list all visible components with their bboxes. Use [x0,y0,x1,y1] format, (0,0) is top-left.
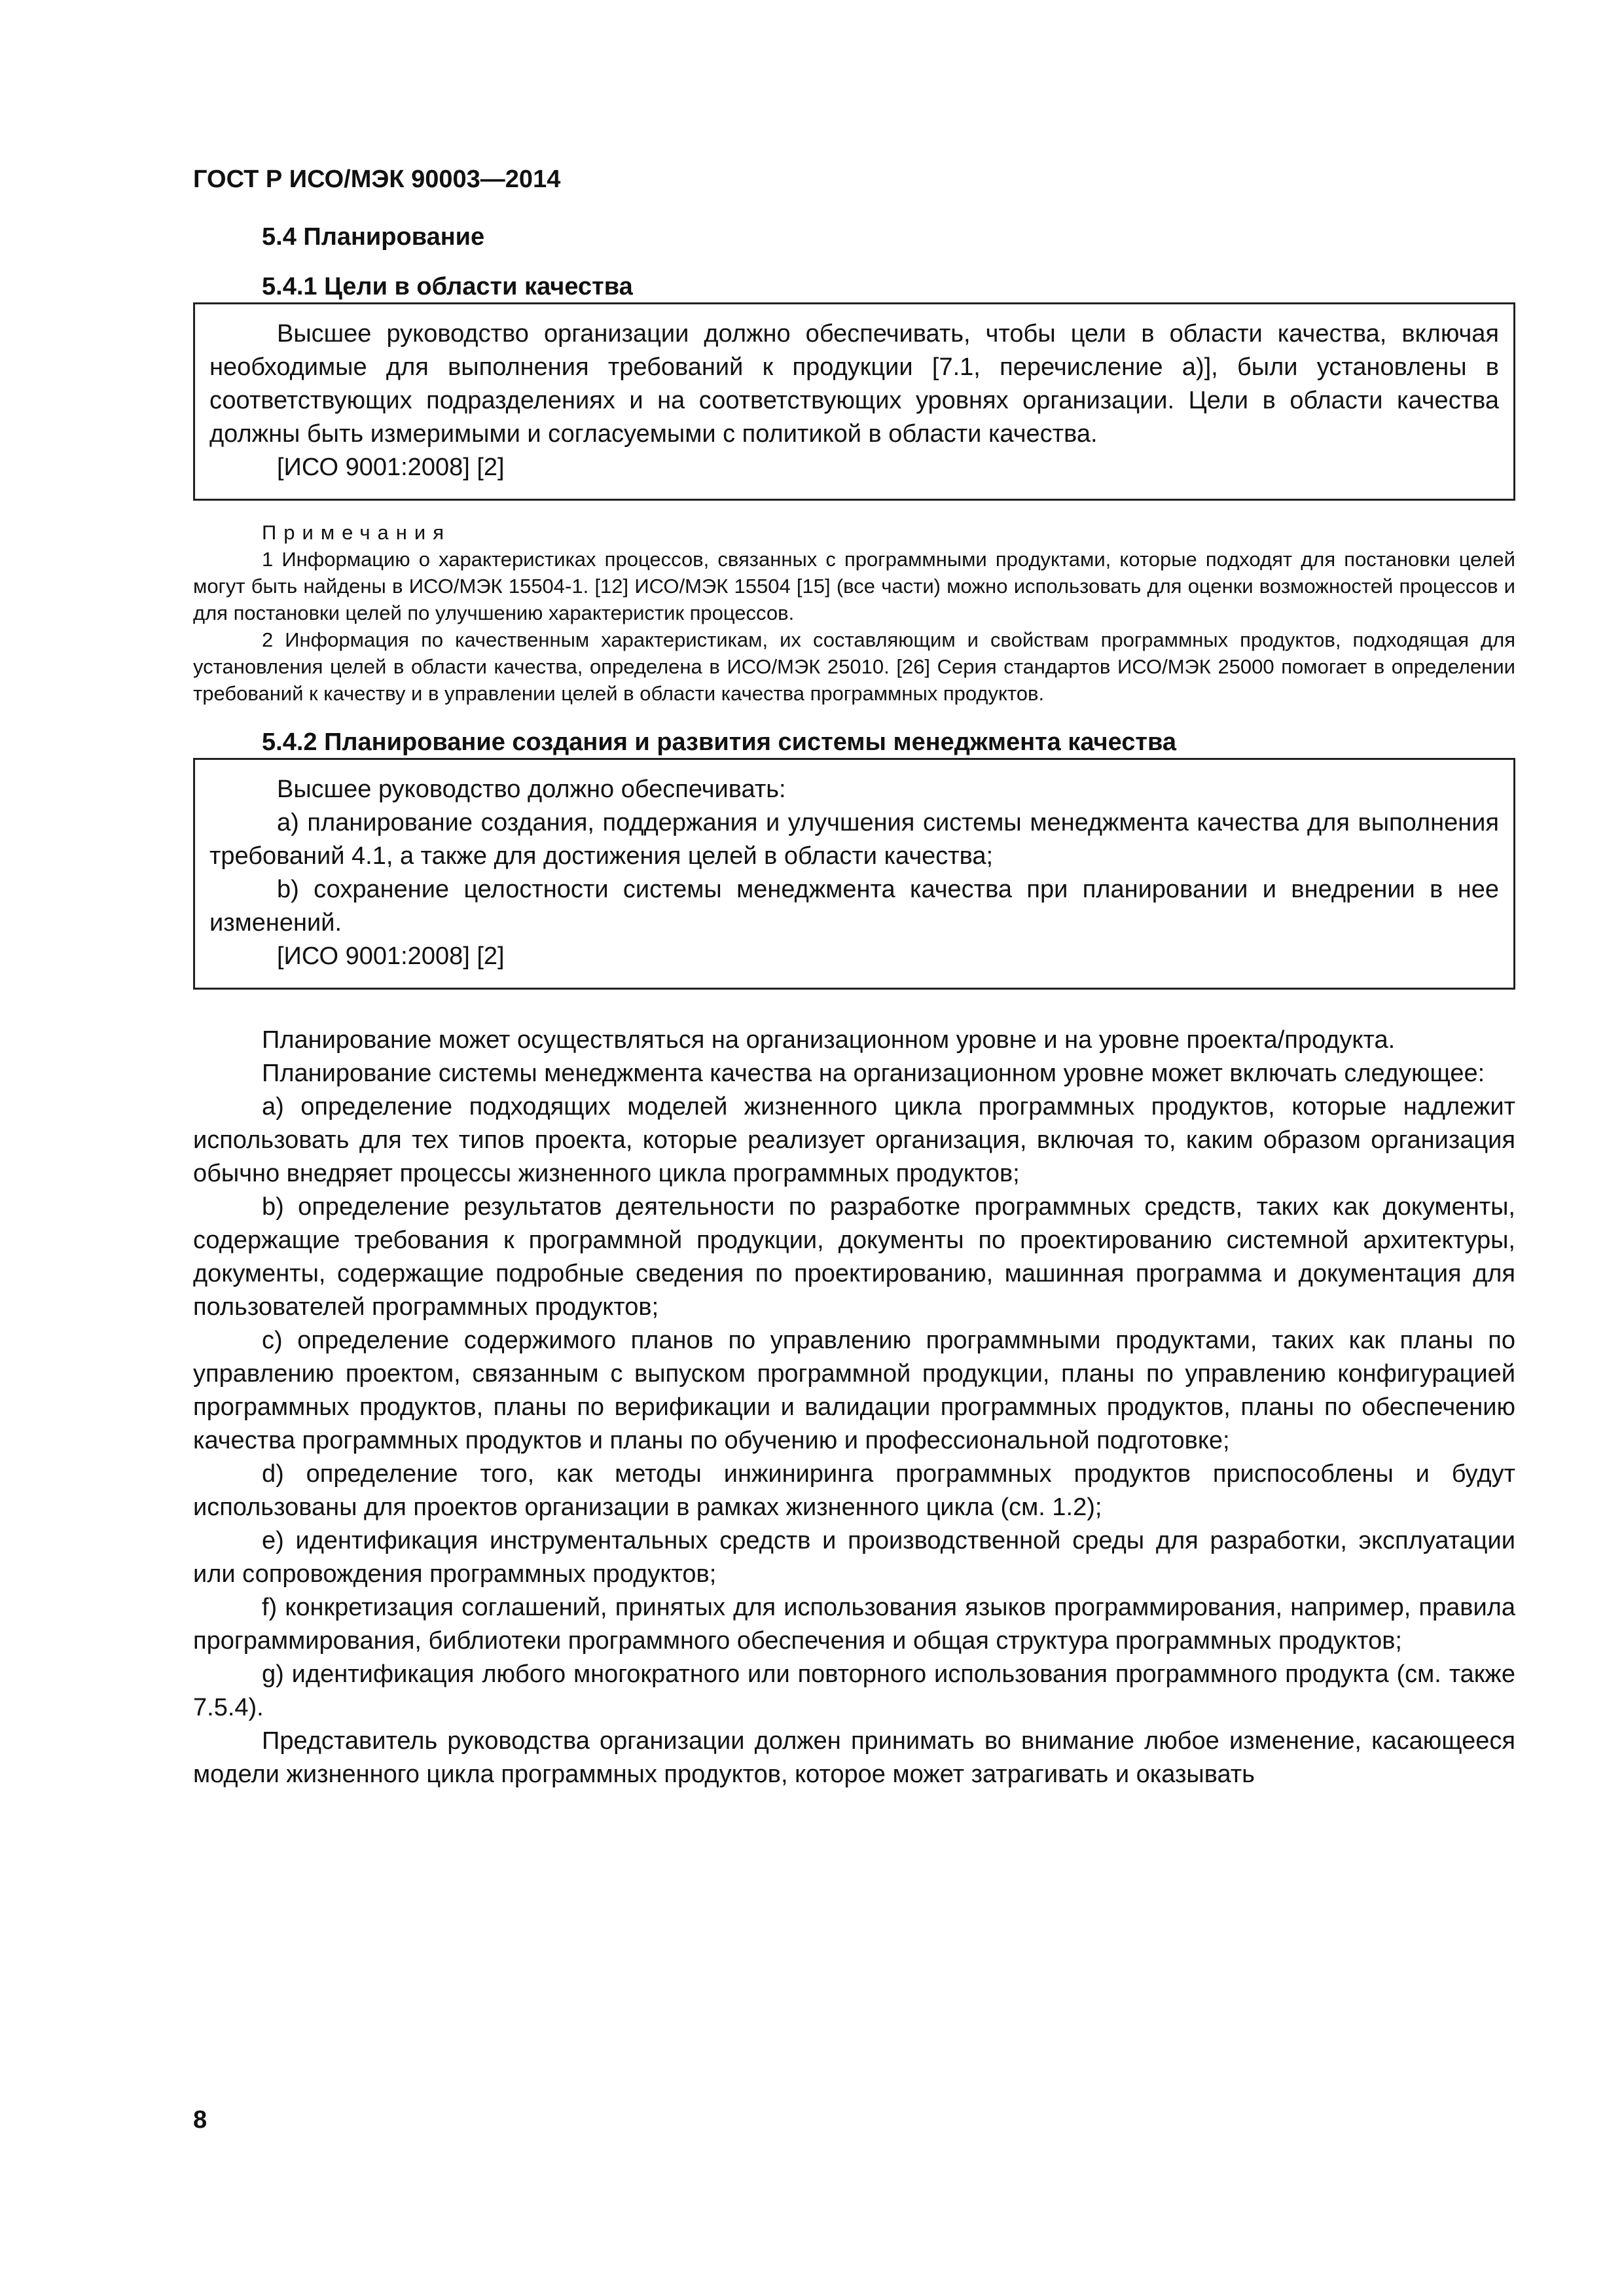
subsection-title-5-4-2: 5.4.2 Планирование создания и развития системы менеджмента качества [262,728,1176,756]
paragraph-2: Планирование системы менеджмента качества на организационном уровне может включать следующее: [262,1060,1485,1087]
list-item-f: f) конкретизация соглашений, принятых для использования языков программирования, например, правила программирования, библиотеки программного обеспечения и общая структура программных продуктов; [193,1594,1515,1655]
note-2: 2 Информация по качественным характеристикам, их составляющим и свойствам программных продуктов, подходящая для установления целей в области качества, определена в ИСО/МЭК 25010. [26] Серия стандартов ИСО/МЭК 25000 помогает в определении требований к качеству и в управлении целей в области качества программных продуктов. [193,628,1515,705]
list-item-a: а) определение подходящих моделей жизненного цикла программных продуктов, которые надлежит использовать для тех типов проекта, которые реализует организация, включая то, каким образом организация обычно внедряет процессы жизненного цикла программных продуктов; [193,1093,1515,1187]
notes-title: Примечания [262,521,451,544]
quoted-requirement-box-2 [193,758,1515,990]
body-text [193,1024,1515,1791]
note-1: 1 Информацию о характеристиках процессов, связанных с программными продуктами, которые подходят для постановки целей могут быть найдены в ИСО/МЭК 15504-1. [12] ИСО/МЭК 15504 [15] (все части) можно использовать для оценки возможностей процессов и для постановки целей по улучшению характеристик процессов. [193,548,1515,624]
requirement-reference: [ИСО 9001:2008] [2] [277,454,505,481]
section-title: 5.4 Планирование [262,223,485,251]
list-item-e: е) идентификация инструментальных средств и производственной среды для разработки, эксплуатации или сопровождения программных продуктов; [193,1527,1515,1588]
paragraph-1: Планирование может осуществляться на организационном уровне и на уровне проекта/продукта. [262,1026,1396,1054]
list-item-b: b) определение результатов деятельности по разработке программных средств, таких как документы, содержащие требования к программной продукции, документы по проектированию системной архитектуры, документы, содержащие подробные сведения по проектированию, машинная программа и документация для пользователей программных продуктов; [193,1193,1515,1321]
list-item-g: g) идентификация любого многократного или повторного использования программного продукта (см. также 7.5.4). [193,1660,1515,1721]
requirement-text: Высшее руководство организации должно обеспечивать, чтобы цели в области качества, включая необходимые для выполнения требований к продукции [7.1, перечисление а)], были установлены в соответствующих подразделениях и на соответствующих уровнях организации. Цели в области качества должны быть измеримыми и согласуемыми с политикой в области качества. [209,320,1499,448]
requirement-item-a: а) планирование создания, поддержания и улучшения системы менеджмента качества для выполнения требований 4.1, а также для достижения целей в области качества; [209,809,1499,870]
paragraph-3: Представитель руководства организации должен принимать во внимание любое изменение, касающееся модели жизненного цикла программных продуктов, которое может затрагивать и оказывать [193,1727,1515,1788]
requirement-item-b: b) сохранение целостности системы менеджмента качества при планировании и внедрении в нее изменений. [209,876,1499,937]
subsection-title-5-4-1: 5.4.1 Цели в области качества [262,273,633,300]
requirement-reference: [ИСО 9001:2008] [2] [277,942,505,970]
list-item-c: с) определение содержимого планов по управлению программными продуктами, таких как планы по управлению проектом, связанным с выпуском программной продукции, планы по управлению конфигурацией программных продуктов, планы по верификации и валидации программных продуктов, планы по обеспечению качества программных продуктов и планы по обучению и профессиональной подготовке; [193,1327,1515,1454]
requirement-intro: Высшее руководство должно обеспечивать: [277,776,786,803]
notes-block [193,519,1515,707]
list-item-d: d) определение того, как методы инжиниринга программных продуктов приспособлены и будут использованы для проектов организации в рамках жизненного цикла (см. 1.2); [193,1460,1515,1521]
page-number: 8 [193,2106,208,2134]
document-page [193,164,1515,1791]
quoted-requirement-box-1 [193,302,1515,501]
standard-header: ГОСТ Р ИСО/МЭК 90003—2014 [193,166,561,193]
